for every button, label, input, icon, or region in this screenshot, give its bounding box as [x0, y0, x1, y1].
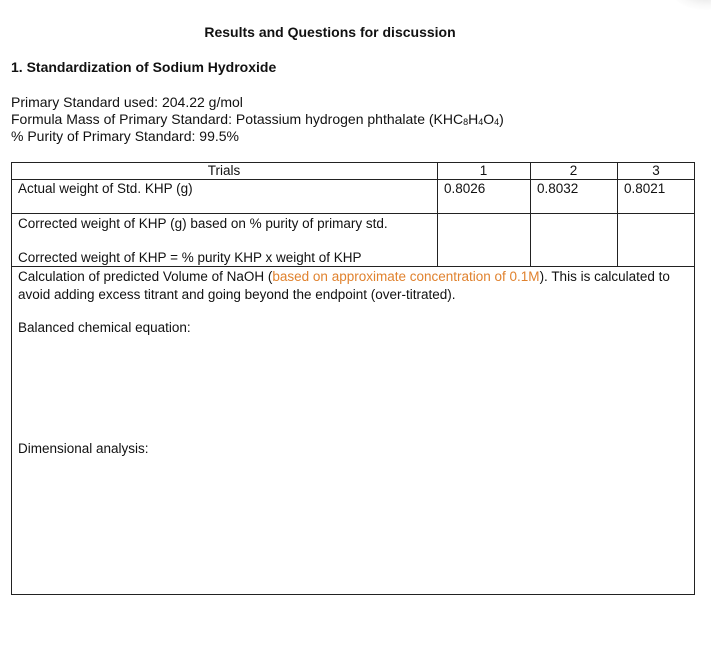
- actual-weight-trial-2: 0.8032: [537, 181, 579, 196]
- purity-label: % Purity of Primary Standard:: [11, 128, 200, 144]
- primary-standard-label: Primary Standard used:: [11, 94, 162, 110]
- header-trial-2: 2: [569, 163, 578, 178]
- table-line-corrected: [11, 266, 695, 267]
- formula-mass-label: Formula Mass of Primary Standard:: [11, 111, 236, 127]
- primary-standard-line: [11, 94, 243, 110]
- table-line-header: [11, 179, 695, 180]
- formula-sub-4a: 4: [478, 117, 484, 127]
- page-corner-shadow: [671, 0, 711, 10]
- formula-k: KHC: [433, 111, 464, 127]
- header-trial-1: 1: [479, 163, 488, 178]
- formula-sub-8: 8: [463, 117, 469, 127]
- section-heading: 1. Standardization of Sodium Hydroxide: [11, 59, 277, 75]
- calc-text-part-1: Calculation of predicted Volume of NaOH (: [18, 269, 273, 284]
- row-corrected-weight-formula: Corrected weight of KHP = % purity KHP x weight of KHP: [18, 250, 362, 265]
- calculation-description: [18, 268, 688, 304]
- formula-mass-name: Potassium hydrogen phthalate (: [235, 111, 434, 127]
- row-corrected-weight-label: Corrected weight of KHP (g) based on % purity of primary std.: [18, 216, 388, 231]
- formula-close: ): [499, 111, 504, 127]
- primary-standard-value: 204.22 g/mol: [161, 94, 243, 110]
- formula-h: H: [468, 111, 479, 127]
- formula-o: O: [483, 111, 495, 127]
- actual-weight-trial-3: 0.8021: [624, 181, 666, 196]
- dimensional-analysis-label: Dimensional analysis:: [18, 441, 149, 456]
- balanced-equation-label: Balanced chemical equation:: [18, 320, 191, 335]
- page-title: Results and Questions for discussion: [204, 24, 456, 40]
- calc-text-part-2: ). This is calculated to avoid adding excess titrant and going beyond the endpoint (over-titrated).: [18, 269, 670, 302]
- header-trials: Trials: [207, 163, 241, 178]
- calc-text-highlight: based on approximate concentration of 0.1M: [272, 269, 540, 284]
- purity-line: [11, 128, 239, 144]
- formula-sub-4b: 4: [494, 117, 500, 127]
- row-actual-weight-label: Actual weight of Std. KHP (g): [18, 181, 193, 196]
- header-trial-3: 3: [652, 163, 660, 178]
- actual-weight-trial-1: 0.8026: [444, 181, 486, 196]
- table-line-actual: [11, 213, 695, 214]
- purity-value: 99.5%: [199, 128, 239, 144]
